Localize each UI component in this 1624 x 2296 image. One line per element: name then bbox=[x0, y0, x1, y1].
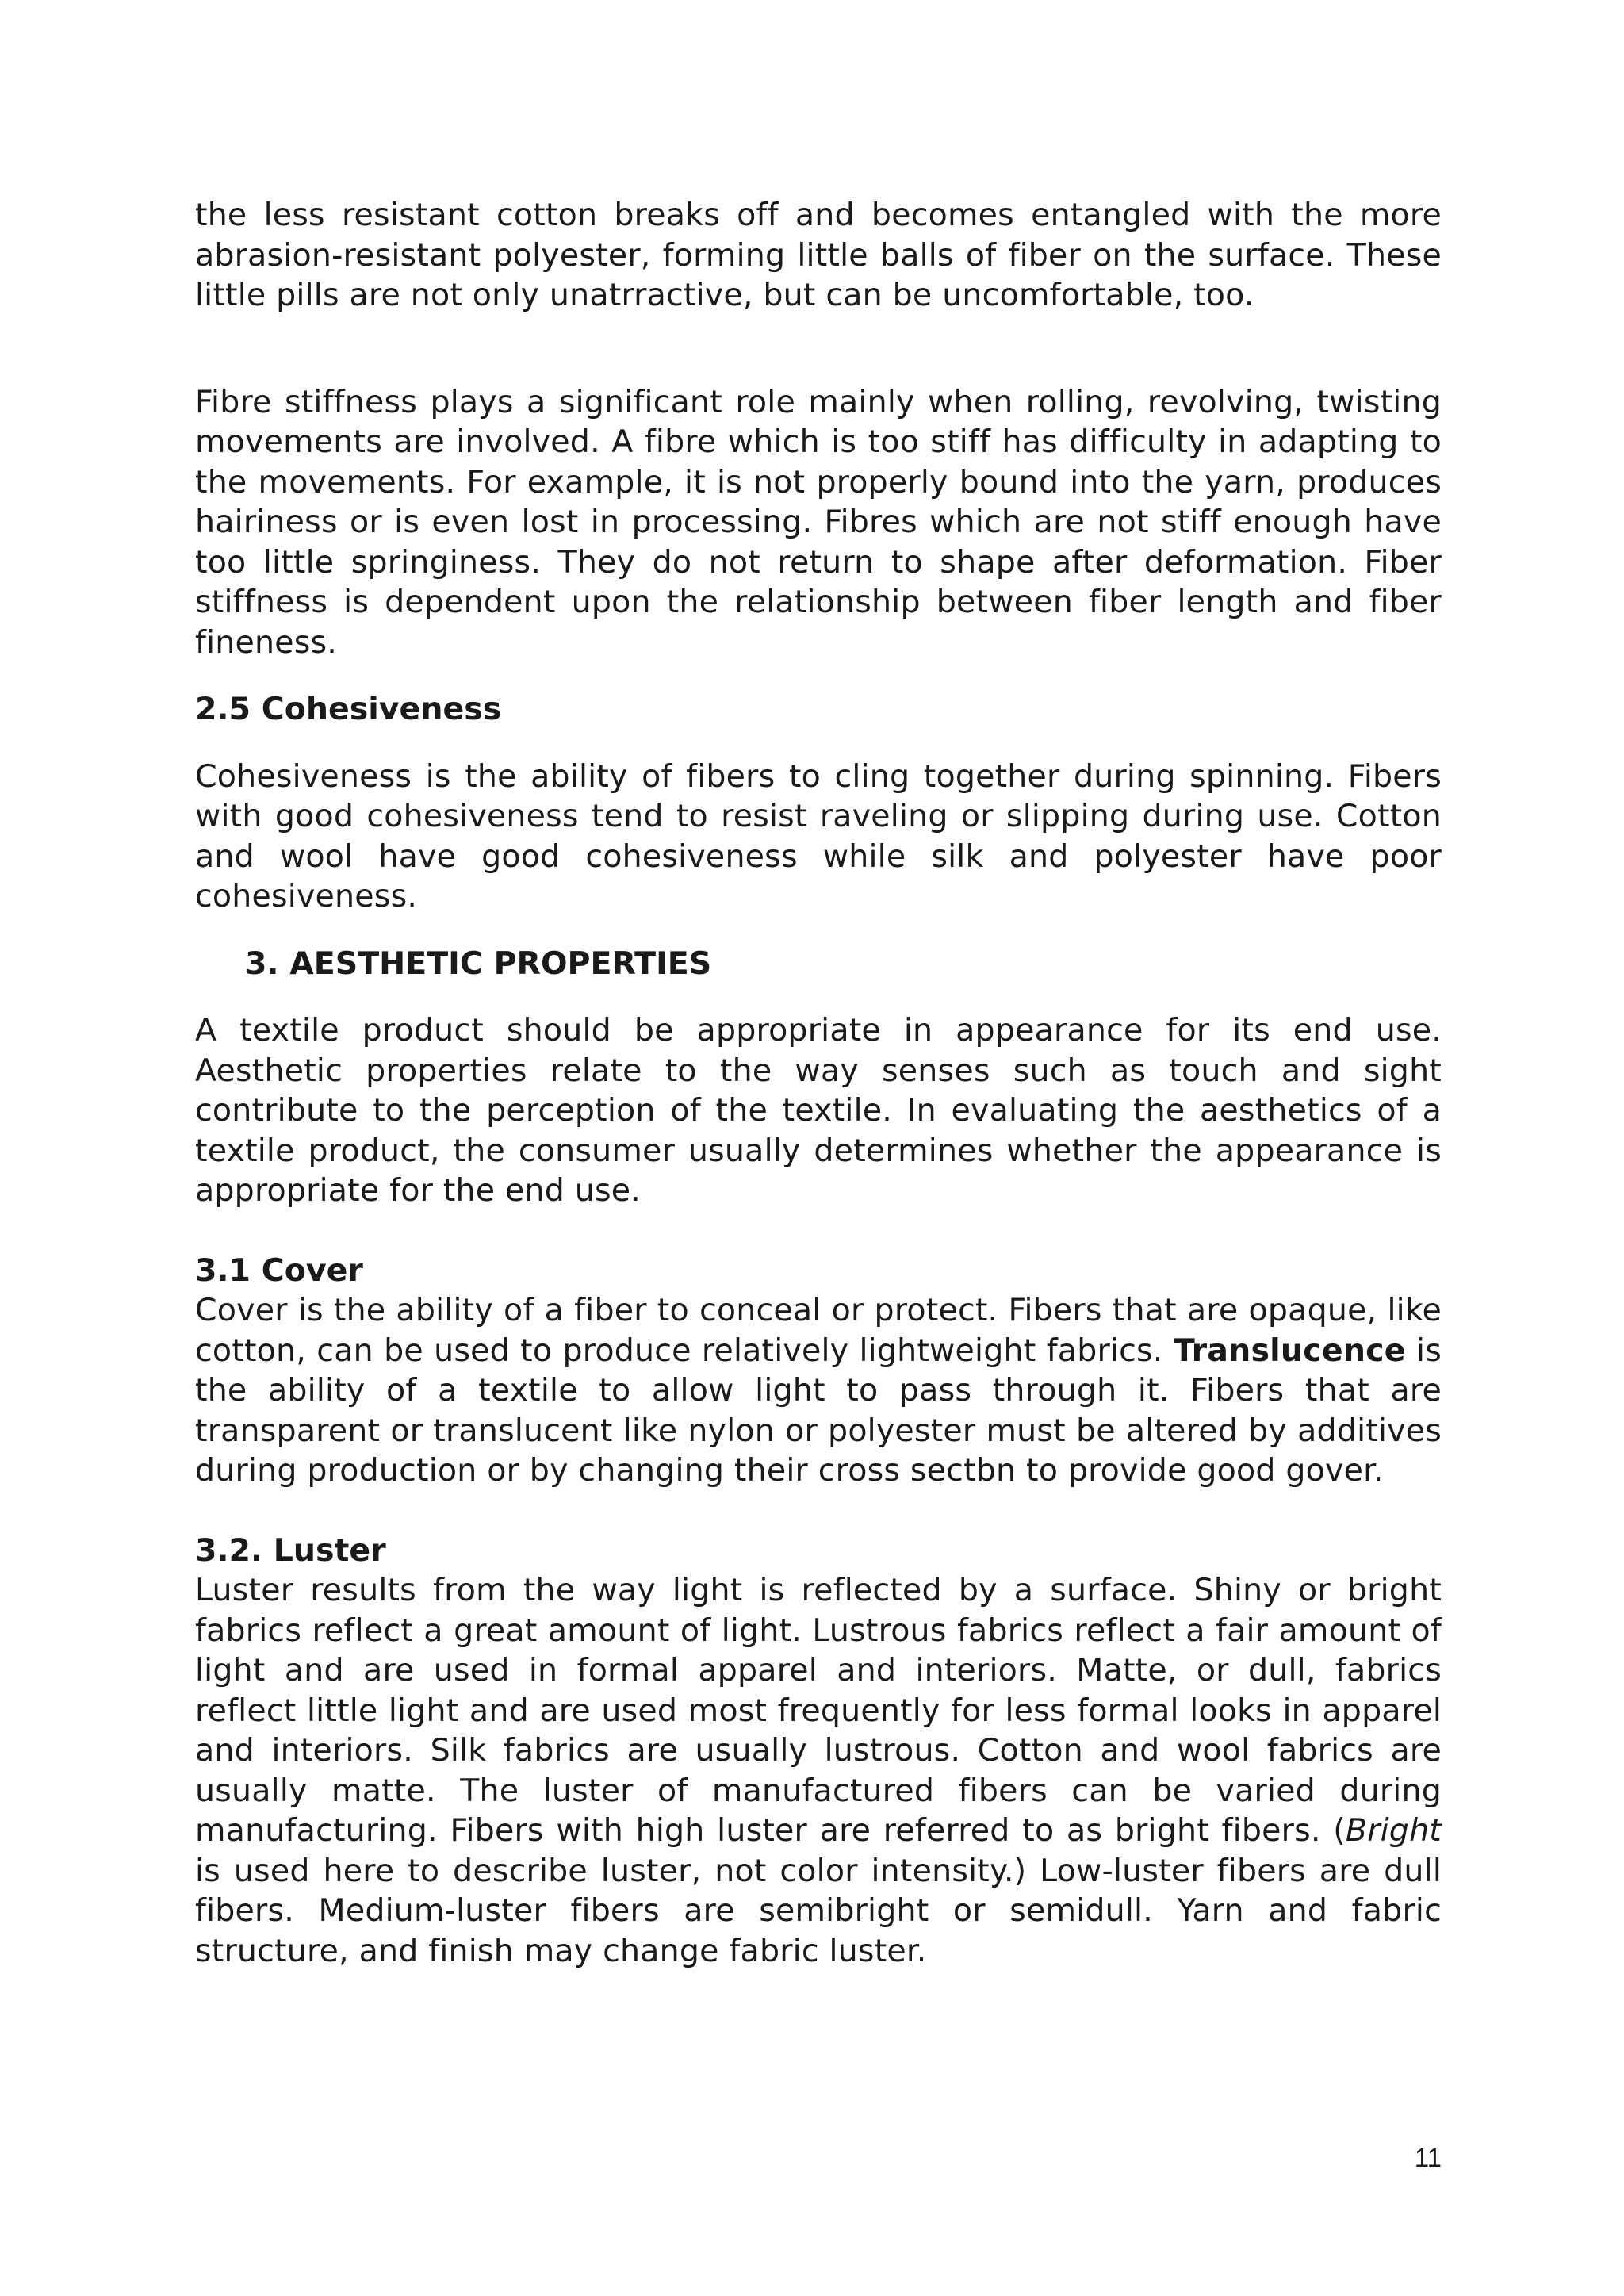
cohesiveness-paragraph: Cohesiveness is the ability of fibers to cling together during spinning. Fibers with good cohesiveness tend to resist raveling or slipping during use. Cotton and wool have good cohesiveness while silk and polyester have poor cohesiveness. bbox=[195, 757, 1442, 914]
fibre-stiffness-paragraph: Fibre stiffness plays a significant role mainly when rolling, revolving, twisting movements are involved. A fibre which is too stiff has difficulty in adapting to the movements. For example, it is not properly bound into the yarn, produces hairiness or is even lost in processing. Fibres which are not stiff enough have too little springiness. They do not return to shape after deformation. Fiber stiffness is dependent upon the relationship between fiber length and fiber fineness. bbox=[195, 383, 1442, 661]
luster-paragraph bbox=[195, 1570, 1442, 1971]
luster-text-part1: Luster results from the way light is reflected by a surface. Shiny or bright fabrics reflect a great amount of light. Lustrous fabrics reflect a fair amount of light and are used in formal apparel and interiors. Matte, or dull, fabrics reflect little light and are used most frequently for less formal looks in apparel and interiors. Silk fabrics are usually lustrous. Cotton and wool fabrics are usually matte. The luster of manufactured fibers can be varied during manufacturing. Fibers with high luster are referred to as bright fibers. ( bbox=[195, 1572, 1442, 1849]
luster-text-part2: is used here to describe luster, not color intensity.) Low-luster fibers are dull fibers. Medium-luster fibers are semibright or semidull. Yarn and fabric structure, and finish may change fabric luster. bbox=[195, 1852, 1442, 1969]
cohesiveness-heading: 2.5 Cohesiveness bbox=[195, 691, 502, 727]
cover-paragraph bbox=[195, 1290, 1442, 1491]
cover-text-part1: Cover is the ability of a fiber to conceal or protect. Fibers that are opaque, like cotton, can be used to produce relatively lightweight fabrics. bbox=[195, 1292, 1442, 1369]
pilling-paragraph: the less resistant cotton breaks off and becomes entangled with the more abrasion-resistant polyester, forming little balls of fiber on the surface. These little pills are not only unatrractive, but can be uncomfortable, too. bbox=[195, 197, 1442, 313]
page-number: 11 bbox=[1414, 2143, 1442, 2172]
bright-term: Bright bbox=[1345, 1812, 1442, 1849]
aesthetic-properties-heading: 3. AESTHETIC PROPERTIES bbox=[245, 945, 712, 982]
page-body bbox=[195, 195, 1442, 1971]
translucence-term: Translucence bbox=[1173, 1332, 1406, 1369]
luster-heading: 3.2. Luster bbox=[195, 1531, 386, 1569]
cover-text-part2: is the ability of a textile to allow light to pass through it. Fibers that are transparent or translucent like nylon or polyester must be altered by additives during production or by changing their cross sectbn to provide good gover. bbox=[195, 1332, 1442, 1489]
aesthetic-properties-paragraph: A textile product should be appropriate in appearance for its end use. Aesthetic properties relate to the way senses such as touch and sight contribute to the perception of the textile. In evaluating the aesthetics of a textile product, the consumer usually determines whether the appearance is appropriate for the end use. bbox=[195, 1012, 1442, 1209]
cover-heading: 3.1 Cover bbox=[195, 1251, 363, 1289]
